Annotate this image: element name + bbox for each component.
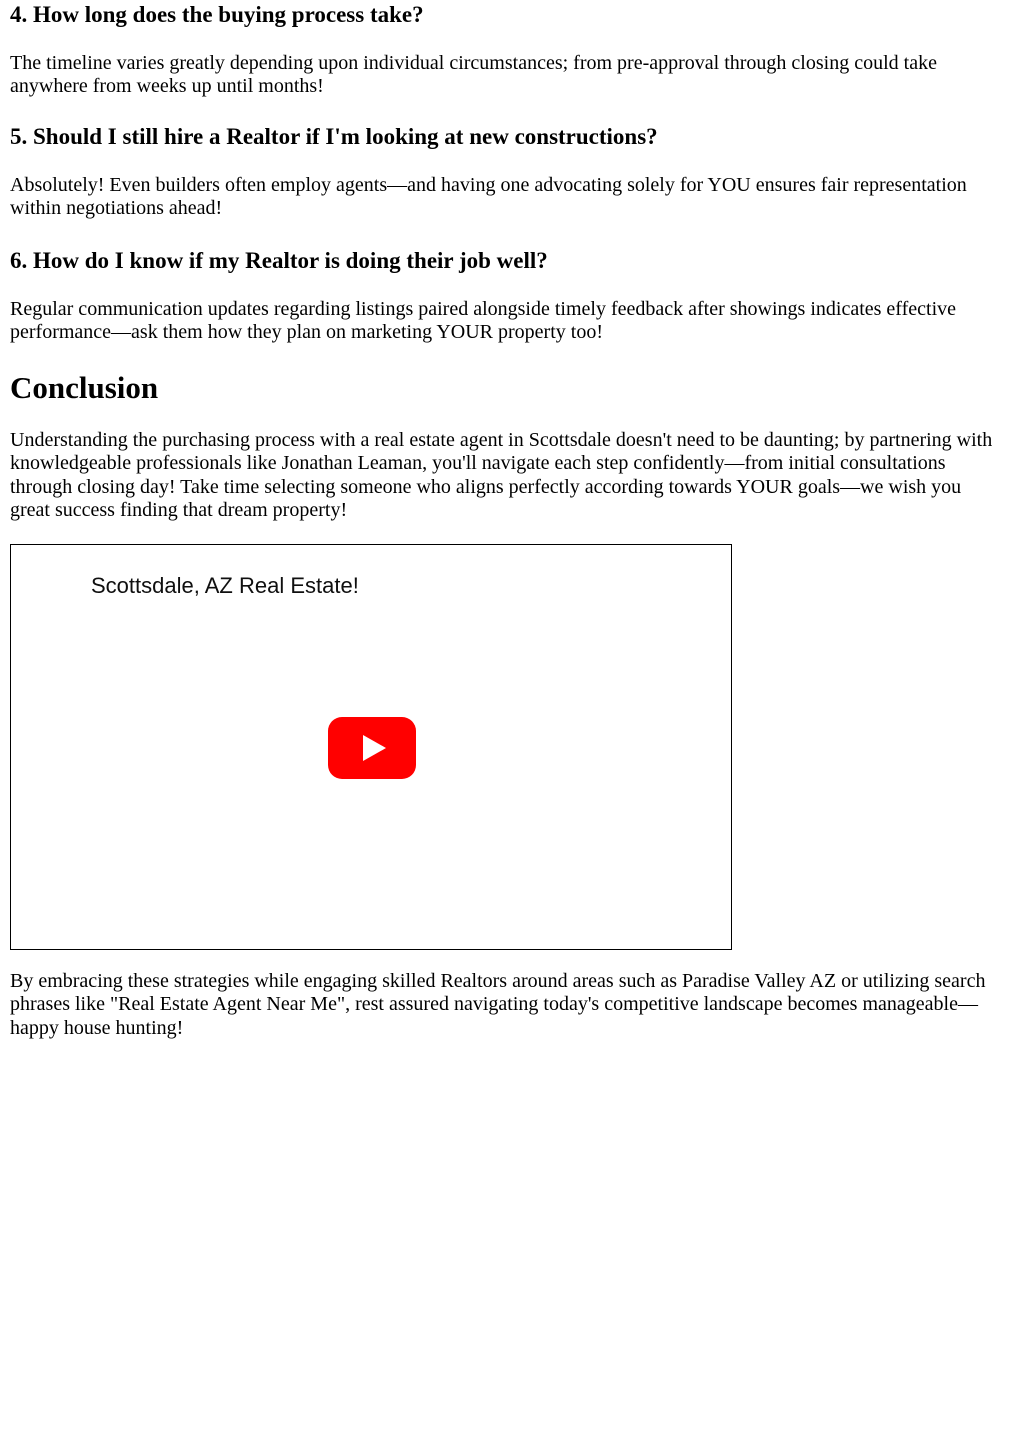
play-button-graphic <box>328 717 416 779</box>
conclusion-text: Understanding the purchasing process with a real estate agent in Scottsdale doesn't need to be daunting; by partnering with knowledgeable professionals like Jonathan Leaman, you'll navigate each step confidently—from initial consultations through closing day! Take time selecting someone who aligns perfectly according towards YOUR goals—we wish you great success finding that dream property! <box>10 429 993 522</box>
faq-question-6: 6. How do I know if my Realtor is doing their job well? <box>10 248 548 273</box>
faq-answer-4: The timeline varies greatly depending upon individual circumstances; from pre-approval through closing could take anywhere from weeks up until months! <box>10 52 937 98</box>
faq-answer-6: Regular communication updates regarding listings paired alongside timely feedback after showings indicates effective performance—ask them how they plan on marketing YOUR property too! <box>10 298 956 344</box>
closing-text: By embracing these strategies while engaging skilled Realtors around areas such as Paradise Valley AZ or utilizing search phrases like "Real Estate Agent Near Me", rest assured navigating today's competitive landscape becomes manageable—happy house hunting! <box>10 970 986 1039</box>
faq-question-4: 4. How long does the buying process take? <box>10 2 424 27</box>
embedded-video[interactable] <box>10 544 732 950</box>
conclusion-heading: Conclusion <box>10 370 159 405</box>
video-title[interactable]: Scottsdale, AZ Real Estate! <box>91 573 359 598</box>
faq-question-5: 5. Should I still hire a Realtor if I'm looking at new constructions? <box>10 124 658 149</box>
youtube-play-icon[interactable] <box>328 717 416 779</box>
faq-answer-5: Absolutely! Even builders often employ agents—and having one advocating solely for YOU ensures fair representation within negotiations ahead! <box>10 174 967 220</box>
